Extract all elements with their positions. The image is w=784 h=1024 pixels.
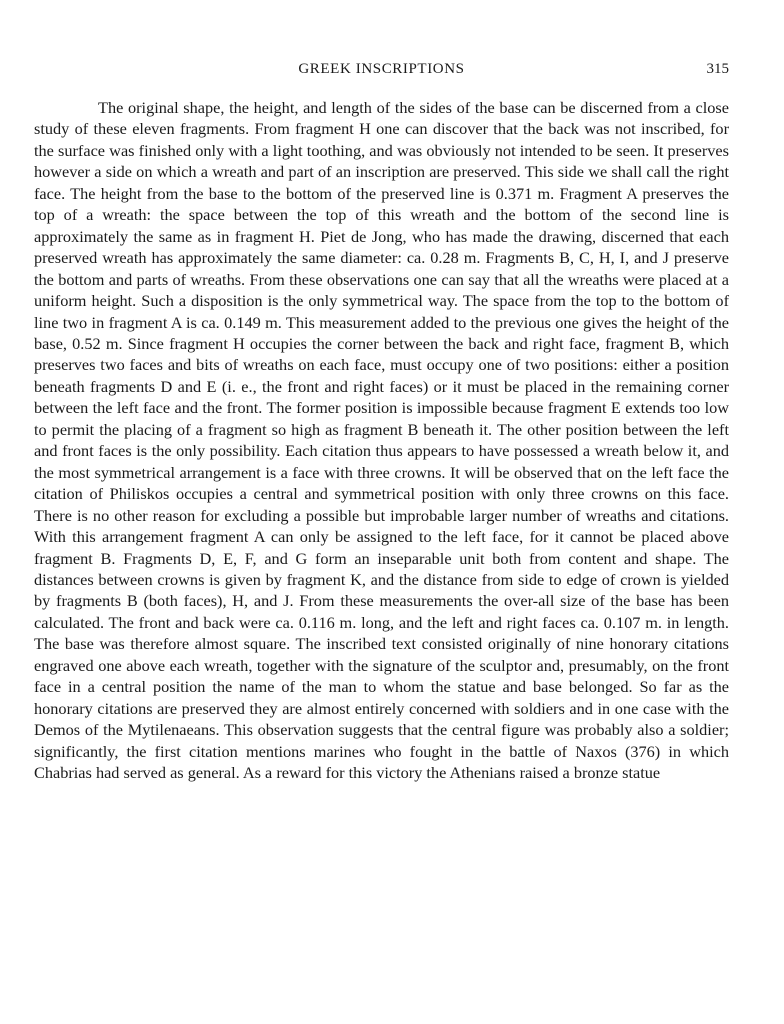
running-title: GREEK INSCRIPTIONS — [298, 61, 465, 77]
page — [34, 0, 729, 1024]
running-head — [34, 61, 729, 81]
body-paragraph: The original shape, the height, and length of the sides of the base can be discerned from a close study of these eleven fragments. From fragment H one can discover that the back was not inscribed, for the surface was finished only with a light toothing, and was obviously not intended to be seen. It preserves however a side on which a wreath and part of an inscription are preserved. This side we shall call the right face. The height from the base to the bottom of the preserved line is 0.371 m. Fragment A preserves the top of a wreath: the space between the top of this wreath and the bottom of the second line is approximately the same as in fragment H. Piet de Jong, who has made the drawing, discerned that each preserved wreath has approximately the same diameter: ca. 0.28 m. Fragments B, C, H, I, and J preserve the bottom and parts of wreaths. From these observations one can say that all the wreaths were placed at a uniform height. Such a disposition is the only symmetrical way. The space from the top to the bottom of line two in fragment A is ca. 0.149 m. This measurement added to the previous one gives the height of the base, 0.52 m. Since fragment H occupies the corner between the back and right face, fragment B, which preserves two faces and bits of wreaths on each face, must occupy one of two positions: either a position beneath fragments D and E (i. e., the front and right faces) or it must be placed in the remaining corner between the left face and the front. The former position is impossible because fragment E extends too low to permit the placing of a fragment so high as fragment B beneath it. The other position between the left and front faces is the only possibility. Each citation thus appears to have possessed a wreath below it, and the most symmetrical arrangement is a face with three crowns. It will be observed that on the left face the citation of Philiskos occupies a central and symmetrical position with only three crowns on this face. There is no other reason for excluding a possible but improbable larger number of wreaths and citations. With this arrangement fragment A can only be assigned to the left face, for it cannot be placed above fragment B. Fragments D, E, F, and G form an inseparable unit both from content and shape. The distances between crowns is given by fragment K, and the distance from side to edge of crown is yielded by fragments B (both faces), H, and J. From these measurements the over-all size of the base has been calculated. The front and back were ca. 0.116 m. long, and the left and right faces ca. 0.107 m. in length. The base was therefore almost square. The inscribed text consisted originally of nine honorary citations engraved one above each wreath, together with the signature of the sculptor and, presumably, on the front face in a central position the name of the man to whom the statue and base belonged. So far as the honorary citations are preserved they are almost entirely concerned with soldiers and in one case with the Demos of the Mytilenaeans. This observation suggests that the central figure was probably also a soldier; significantly, the first citation mentions marines who fought in the battle of Naxos (376) in which Chabrias had served as general. As a reward for this victory the Athenians raised a bronze statue — [34, 98, 729, 783]
page-number: 315 — [706, 61, 729, 77]
